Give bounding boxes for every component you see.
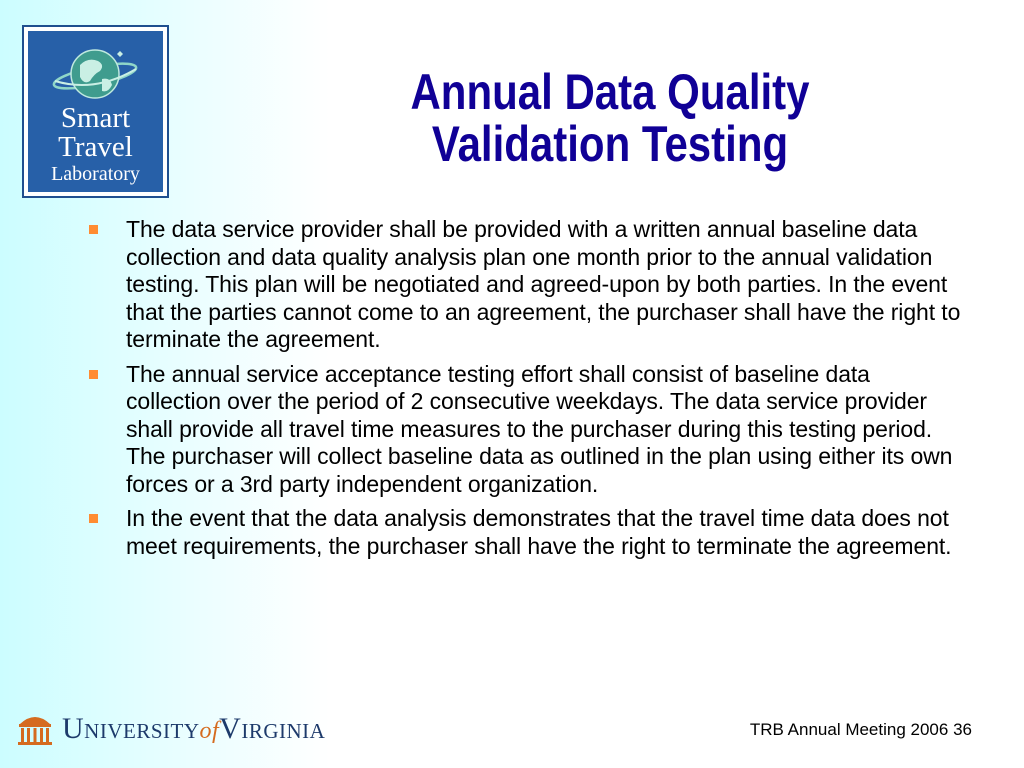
university-of-virginia-logo xyxy=(16,708,416,748)
slide-title xyxy=(350,66,871,170)
bullet-item xyxy=(86,216,966,354)
wordmark-of: of xyxy=(199,718,220,744)
logo-line-laboratory: Laboratory xyxy=(51,163,140,185)
wordmark-university: University xyxy=(62,712,200,745)
slide-title-line-1: Annual Data Quality xyxy=(410,64,810,120)
bullet-square-icon xyxy=(89,370,98,379)
university-wordmark xyxy=(62,712,325,748)
wordmark-virginia: Virginia xyxy=(219,712,326,745)
bullet-square-icon xyxy=(89,225,98,234)
logo-line-travel: Travel xyxy=(58,131,133,163)
bullet-text: In the event that the data analysis demonstrates that the travel time data does not meet requirements, the purchaser shall have the right to terminate the agreement. xyxy=(126,505,952,559)
bullet-text: The annual service acceptance testing effort shall consist of baseline data collection over the period of 2 consecutive weekdays. The data service provider shall provide all travel time measures to the purchaser during this testing period. The purchaser will collect baseline data as outlined in the plan using either its own forces or a 3rd party independent organization. xyxy=(126,360,953,497)
bullet-item xyxy=(86,361,966,499)
page-number: 36 xyxy=(953,720,972,739)
rotunda-icon xyxy=(16,708,54,746)
logo-text xyxy=(28,104,163,184)
logo-panel xyxy=(28,31,163,192)
slide-footer xyxy=(750,720,972,740)
bullet-list xyxy=(86,216,966,567)
smart-travel-lab-logo xyxy=(22,25,169,198)
meeting-label: TRB Annual Meeting 2006 xyxy=(749,720,949,739)
slide-title-line-2: Validation Testing xyxy=(431,116,789,172)
bullet-square-icon xyxy=(89,514,98,523)
logo-line-smart: Smart xyxy=(60,102,131,134)
bullet-item xyxy=(86,505,966,560)
bullet-text: The data service provider shall be provided with a written annual baseline data collection and data quality analysis plan one month prior to the annual validation testing. This plan will be negotiated and agreed-upon by both parties. In the event that the parties cannot come to an agreement, the purchaser shall have the right to terminate the agreement. xyxy=(126,216,961,352)
globe-icon xyxy=(50,41,140,111)
